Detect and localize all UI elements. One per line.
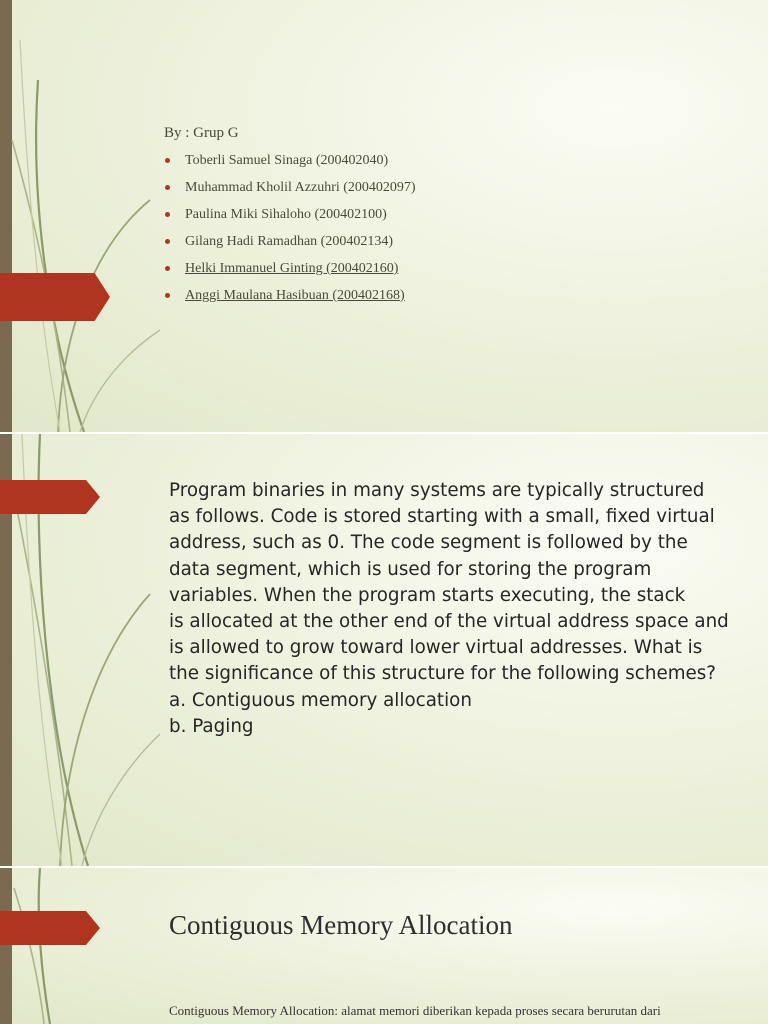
list-item	[162, 231, 416, 258]
slide-cover	[0, 0, 768, 432]
slide-body-text: Contiguous Memory Allocation: alamat memori diberikan kepada proses secara berurutan dari	[169, 1003, 661, 1018]
list-item	[162, 177, 416, 204]
decorative-curves	[0, 0, 160, 432]
member-name: Paulina Miki Sihaloho (200402100)	[185, 207, 387, 222]
question-line: as follows. Code is stored starting with a small, fixed virtual	[169, 506, 715, 528]
list-item	[162, 285, 416, 312]
member-name: Helki Immanuel Ginting (200402160)	[185, 261, 399, 276]
question-line: address, such as 0. The code segment is followed by the	[169, 532, 688, 554]
slide-title: Contiguous Memory Allocation	[169, 910, 513, 940]
question-option: a. Contiguous memory allocation	[169, 689, 472, 711]
question-line: Program binaries in many systems are typically structured	[169, 480, 705, 501]
question-line: variables. When the program starts executing, the stack	[169, 584, 686, 606]
slide-contiguous	[0, 868, 768, 1024]
bullet-icon	[165, 212, 170, 217]
list-item	[162, 150, 416, 177]
member-name: Anggi Maulana Hasibuan (200402168)	[185, 288, 405, 303]
bullet-icon	[165, 158, 170, 163]
slide-side-bar	[0, 0, 12, 432]
question-option: b. Paging	[169, 715, 254, 737]
bullet-icon	[165, 185, 170, 190]
bullet-icon	[165, 266, 170, 271]
bullet-icon	[165, 239, 170, 244]
bullet-icon	[165, 293, 170, 298]
slide-question	[0, 434, 768, 866]
slide-side-bar	[0, 868, 12, 1024]
question-line: is allocated at the other end of the virtual address space and	[169, 611, 729, 633]
member-name: Toberli Samuel Sinaga (200402040)	[185, 153, 389, 168]
member-name: Gilang Hadi Ramadhan (200402134)	[185, 234, 394, 249]
group-label: By : Grup G	[164, 125, 239, 141]
decorative-curves	[0, 868, 160, 1024]
list-item	[162, 258, 416, 285]
question-line: data segment, which is used for storing the program	[169, 558, 652, 580]
member-name: Muhammad Kholil Azzuhri (200402097)	[185, 180, 416, 195]
member-list	[162, 150, 416, 312]
slide-marker-tab	[0, 480, 100, 514]
list-item	[162, 204, 416, 231]
question-line: the significance of this structure for the following schemes?	[169, 663, 716, 685]
question-text	[169, 478, 739, 740]
slide-marker-tab	[0, 273, 110, 321]
slide-marker-tab	[0, 911, 100, 945]
question-line: is allowed to grow toward lower virtual addresses. What is	[169, 637, 703, 659]
